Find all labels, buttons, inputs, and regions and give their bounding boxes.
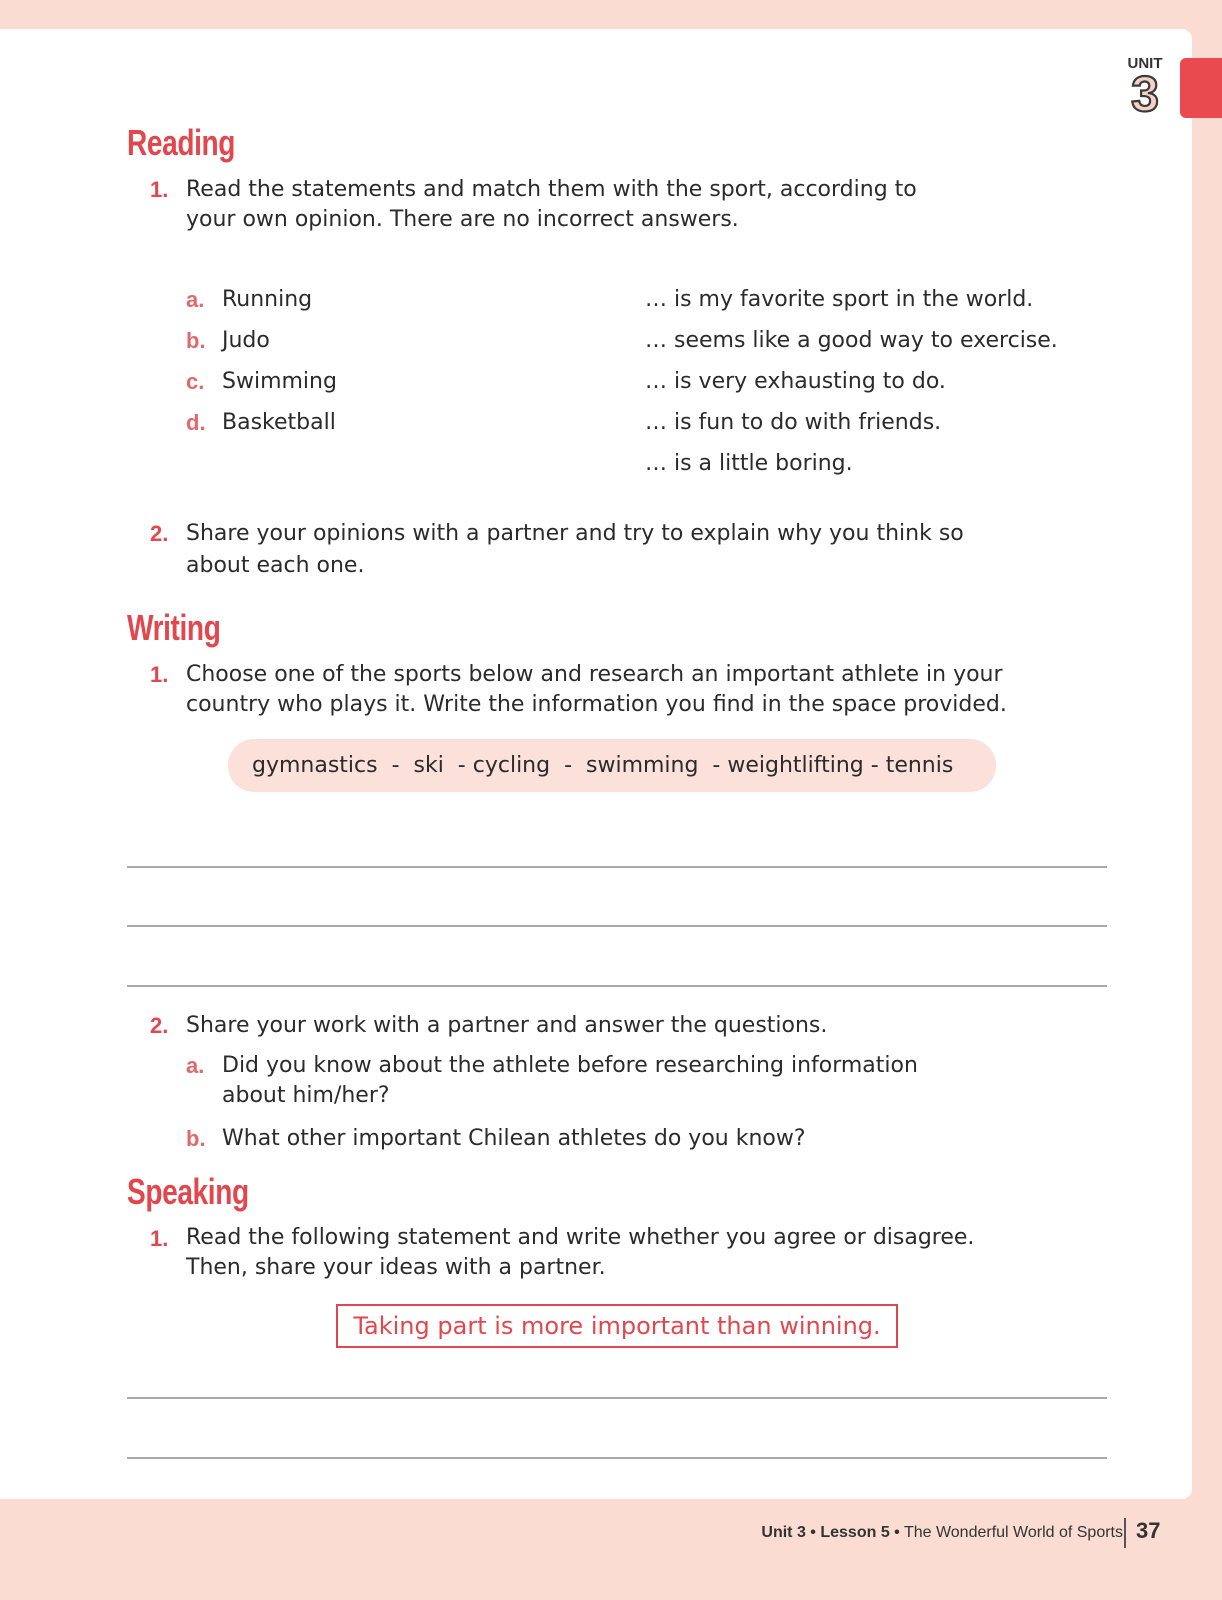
option-letter: c. — [186, 369, 205, 394]
footer-divider — [1124, 1518, 1126, 1548]
sport-item: Basketball — [222, 410, 336, 435]
sport-item: Judo — [222, 328, 270, 353]
answer-line[interactable] — [127, 1397, 1107, 1399]
statement-item: … is very exhausting to do. — [645, 369, 946, 394]
statement-item: … is a little boring. — [645, 451, 853, 476]
question-number: 1. — [150, 1226, 169, 1251]
answer-line[interactable] — [127, 985, 1107, 987]
unit-number: 3 — [1131, 66, 1159, 122]
question-text: Share your opinions with a partner and try to explain why you think so about each one. — [186, 521, 964, 578]
sub-question-text: What other important Chilean athletes do you know? — [222, 1126, 806, 1151]
question-text: Read the following statement and write whether you agree or disagree. Then, share your ideas with a partner. — [186, 1225, 975, 1280]
page-number: 37 — [1136, 1518, 1161, 1543]
footer-title: The Wonderful World of Sports — [903, 1524, 1123, 1541]
option-letter: d. — [186, 410, 206, 435]
question-text: Read the statements and match them with the sport, according to your own opinion. There are no incorrect answers. — [186, 177, 917, 232]
question-text: Choose one of the sports below and research an important athlete in your country who plays it. Write the information you find in the space provided. — [186, 662, 1007, 717]
section-title-speaking: Speaking — [127, 1171, 249, 1212]
section-title-writing: Writing — [127, 607, 221, 648]
question-text: Share your work with a partner and answer the questions. — [186, 1013, 828, 1038]
footer-bullet: • — [894, 1524, 900, 1541]
unit-tab — [1180, 58, 1222, 118]
question-number: 2. — [150, 521, 169, 546]
option-letter: b. — [186, 328, 206, 353]
footer-lesson-info — [700, 1524, 1123, 1542]
statement-item: … seems like a good way to exercise. — [645, 328, 1058, 353]
statement-item: … is fun to do with friends. — [645, 410, 942, 435]
answer-line[interactable] — [127, 866, 1107, 868]
sport-item: Swimming — [222, 369, 337, 394]
answer-line[interactable] — [127, 1457, 1107, 1459]
footer-unit: Unit 3 — [761, 1524, 806, 1541]
footer-bullet: • — [810, 1524, 816, 1541]
option-letter: b. — [186, 1126, 206, 1151]
sub-question-text: Did you know about the athlete before researching information about him/her? — [222, 1053, 918, 1108]
answer-line[interactable] — [127, 925, 1107, 927]
question-number: 2. — [150, 1013, 169, 1038]
question-number: 1. — [150, 177, 169, 202]
unit-label: UNIT — [1127, 55, 1163, 72]
section-title-reading: Reading — [127, 122, 236, 163]
option-letter: a. — [186, 1053, 205, 1078]
word-bank: gymnastics - ski - cycling - swimming - weightlifting - tennis — [228, 739, 996, 792]
sport-item: Running — [222, 287, 313, 312]
statement-item: … is my favorite sport in the world. — [645, 287, 1034, 312]
question-number: 1. — [150, 662, 169, 687]
footer-lesson: Lesson 5 — [820, 1524, 890, 1541]
option-letter: a. — [186, 287, 205, 312]
quote-box: Taking part is more important than winning. — [336, 1304, 898, 1348]
